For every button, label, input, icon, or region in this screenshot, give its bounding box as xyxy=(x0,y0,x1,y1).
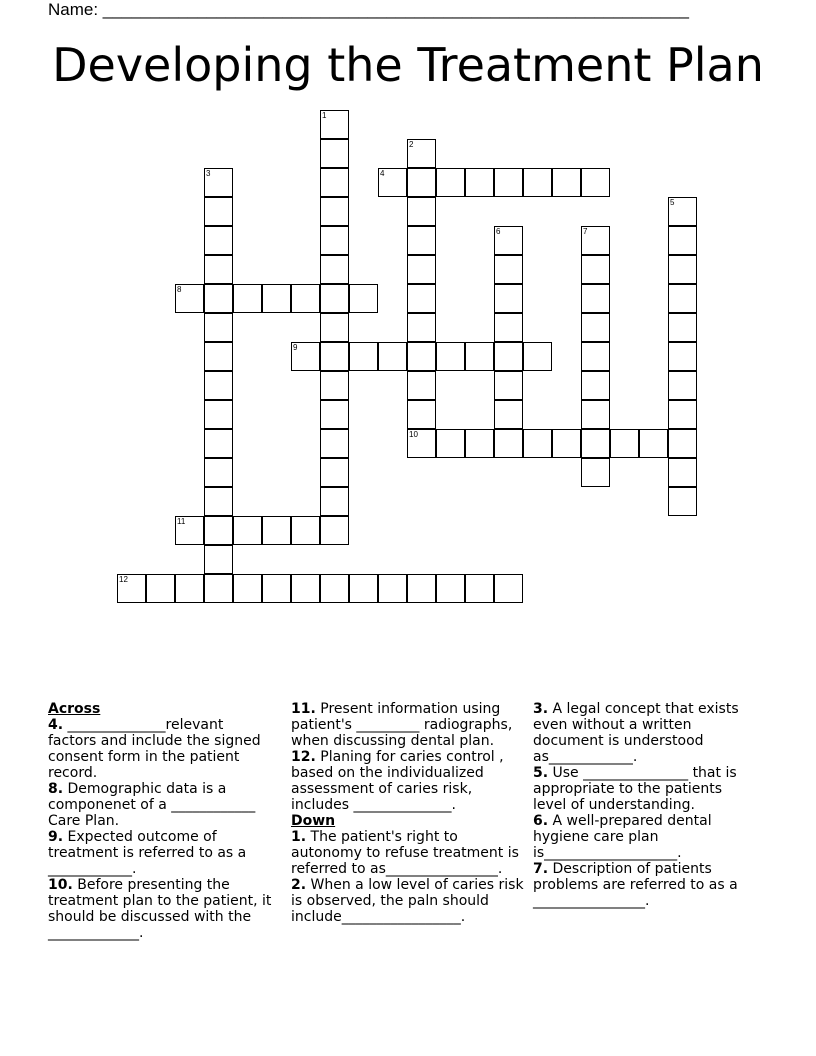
grid-cell[interactable] xyxy=(233,284,262,313)
across-heading: Across xyxy=(48,701,101,717)
grid-cell[interactable] xyxy=(581,226,610,255)
grid-cell[interactable] xyxy=(436,342,465,371)
grid-cell[interactable] xyxy=(407,313,436,342)
grid-cell[interactable] xyxy=(378,168,407,197)
grid-cell[interactable] xyxy=(581,168,610,197)
grid-cell[interactable] xyxy=(204,429,233,458)
grid-cell[interactable] xyxy=(262,284,291,313)
clue-number: 6 xyxy=(496,227,501,236)
grid-cell[interactable] xyxy=(320,487,349,516)
grid-cell[interactable] xyxy=(349,574,378,603)
grid-cell[interactable] xyxy=(494,284,523,313)
grid-cell[interactable] xyxy=(320,313,349,342)
grid-cell[interactable] xyxy=(465,429,494,458)
grid-cell[interactable] xyxy=(581,458,610,487)
grid-cell[interactable] xyxy=(204,284,233,313)
grid-cell[interactable] xyxy=(175,574,204,603)
grid-cell[interactable] xyxy=(320,284,349,313)
grid-cell[interactable] xyxy=(407,342,436,371)
grid-cell[interactable] xyxy=(494,313,523,342)
clue-item-number: 8. xyxy=(48,781,64,797)
grid-cell[interactable] xyxy=(523,342,552,371)
name-field-label: Name: ______________________________________________________________ xyxy=(48,0,689,19)
clue-item xyxy=(533,813,749,861)
clue-item xyxy=(48,717,276,781)
grid-cell[interactable] xyxy=(465,574,494,603)
grid-cell[interactable] xyxy=(407,429,436,458)
clue-item-text: A legal concept that exists even without a written document is understood as____________. xyxy=(533,701,739,765)
clue-item-text: Present information using patient's _________ radiographs, when discussing dental plan. xyxy=(291,701,513,749)
grid-cell[interactable] xyxy=(552,429,581,458)
grid-cell[interactable] xyxy=(204,458,233,487)
clue-item-text: ______________relevant factors and include the signed consent form in the patient record. xyxy=(48,717,261,781)
grid-cell[interactable] xyxy=(465,342,494,371)
clue-number: 11 xyxy=(177,517,186,526)
clue-item xyxy=(291,701,527,749)
grid-cell[interactable] xyxy=(668,226,697,255)
grid-cell[interactable] xyxy=(146,574,175,603)
grid-cell[interactable] xyxy=(204,226,233,255)
grid-cell[interactable] xyxy=(494,255,523,284)
clue-item xyxy=(533,861,749,909)
grid-cell[interactable] xyxy=(581,400,610,429)
grid-cell[interactable] xyxy=(233,574,262,603)
grid-cell[interactable] xyxy=(407,255,436,284)
grid-cell[interactable] xyxy=(407,400,436,429)
grid-cell[interactable] xyxy=(233,516,262,545)
grid-cell[interactable] xyxy=(494,342,523,371)
clue-number: 12 xyxy=(119,575,128,584)
clue-number: 8 xyxy=(177,285,182,294)
grid-cell[interactable] xyxy=(465,168,494,197)
grid-cell[interactable] xyxy=(291,342,320,371)
grid-cell[interactable] xyxy=(436,574,465,603)
grid-cell[interactable] xyxy=(320,574,349,603)
grid-cell[interactable] xyxy=(523,429,552,458)
grid-cell[interactable] xyxy=(668,400,697,429)
grid-cell[interactable] xyxy=(407,139,436,168)
grid-cell[interactable] xyxy=(320,400,349,429)
grid-cell[interactable] xyxy=(436,429,465,458)
grid-cell[interactable] xyxy=(204,197,233,226)
clue-number: 7 xyxy=(583,227,588,236)
grid-cell[interactable] xyxy=(407,574,436,603)
clue-item-number: 7. xyxy=(533,861,549,877)
clue-item-text: When a low level of caries risk is observed, the paln should include_________________. xyxy=(291,877,524,925)
grid-cell[interactable] xyxy=(581,255,610,284)
clue-item-number: 1. xyxy=(291,829,307,845)
clue-item xyxy=(48,829,276,877)
grid-cell[interactable] xyxy=(494,429,523,458)
grid-cell[interactable] xyxy=(668,371,697,400)
clue-item-text: Before presenting the treatment plan to the patient, it should be discussed with the _____________. xyxy=(48,877,272,941)
clue-item-text: The patient's right to autonomy to refuse treatment is referred to as________________. xyxy=(291,829,519,877)
clue-item-text: Description of patients problems are referred to as a ________________. xyxy=(533,861,738,909)
clue-number: 10 xyxy=(409,430,418,439)
grid-cell[interactable] xyxy=(523,168,552,197)
clue-column-1 xyxy=(48,701,276,941)
grid-cell[interactable] xyxy=(204,545,233,574)
grid-cell[interactable] xyxy=(320,168,349,197)
clue-item-number: 12. xyxy=(291,749,316,765)
clue-item xyxy=(48,877,276,941)
grid-cell[interactable] xyxy=(262,574,291,603)
grid-cell[interactable] xyxy=(668,429,697,458)
grid-cell[interactable] xyxy=(610,429,639,458)
grid-cell[interactable] xyxy=(349,284,378,313)
down-heading: Down xyxy=(291,813,336,829)
grid-cell[interactable] xyxy=(175,516,204,545)
clue-number: 2 xyxy=(409,140,414,149)
grid-cell[interactable] xyxy=(494,574,523,603)
clue-number: 5 xyxy=(670,198,675,207)
grid-cell[interactable] xyxy=(175,284,204,313)
grid-cell[interactable] xyxy=(436,168,465,197)
clue-number: 3 xyxy=(206,169,211,178)
grid-cell[interactable] xyxy=(204,400,233,429)
grid-cell[interactable] xyxy=(668,458,697,487)
clue-item-text: A well-prepared dental hygiene care plan is___________________. xyxy=(533,813,712,861)
clue-item-number: 10. xyxy=(48,877,73,893)
clue-item-text: Planing for caries control , based on the individualized assessment of caries risk, includes ______________. xyxy=(291,749,504,813)
grid-cell[interactable] xyxy=(494,168,523,197)
grid-cell[interactable] xyxy=(117,574,146,603)
grid-cell[interactable] xyxy=(204,487,233,516)
clue-item-number: 9. xyxy=(48,829,64,845)
grid-cell[interactable] xyxy=(320,458,349,487)
clue-item-number: 2. xyxy=(291,877,307,893)
clue-item xyxy=(291,877,527,925)
grid-cell[interactable] xyxy=(668,487,697,516)
clue-item xyxy=(533,765,749,813)
grid-cell[interactable] xyxy=(262,516,291,545)
grid-cell[interactable] xyxy=(581,371,610,400)
grid-cell[interactable] xyxy=(494,226,523,255)
grid-cell[interactable] xyxy=(494,371,523,400)
grid-cell[interactable] xyxy=(320,371,349,400)
clue-item-number: 5. xyxy=(533,765,549,781)
grid-cell[interactable] xyxy=(349,342,378,371)
clue-column-2 xyxy=(291,701,527,925)
grid-cell[interactable] xyxy=(204,168,233,197)
clue-number: 9 xyxy=(293,343,298,352)
clue-item-number: 3. xyxy=(533,701,549,717)
grid-cell[interactable] xyxy=(291,574,320,603)
clue-item xyxy=(48,781,276,829)
grid-cell[interactable] xyxy=(291,284,320,313)
clue-item-text: Expected outcome of treatment is referred to as a ____________. xyxy=(48,829,247,877)
grid-cell[interactable] xyxy=(204,574,233,603)
grid-cell[interactable] xyxy=(204,313,233,342)
grid-cell[interactable] xyxy=(407,226,436,255)
grid-cell[interactable] xyxy=(668,284,697,313)
clue-number: 1 xyxy=(322,111,327,120)
grid-cell[interactable] xyxy=(320,342,349,371)
grid-cell[interactable] xyxy=(320,255,349,284)
grid-cell[interactable] xyxy=(581,342,610,371)
clue-item-text: Use _______________ that is appropriate to the patients level of understanding. xyxy=(533,765,737,813)
grid-cell[interactable] xyxy=(407,168,436,197)
grid-cell[interactable] xyxy=(320,226,349,255)
page-title: Developing the Treatment Plan xyxy=(52,38,764,92)
grid-cell[interactable] xyxy=(320,429,349,458)
grid-cell[interactable] xyxy=(407,284,436,313)
grid-cell[interactable] xyxy=(407,197,436,226)
grid-cell[interactable] xyxy=(204,371,233,400)
clue-column-3 xyxy=(533,701,749,909)
grid-cell[interactable] xyxy=(581,284,610,313)
clue-number: 4 xyxy=(380,169,385,178)
grid-cell[interactable] xyxy=(320,197,349,226)
clue-item-number: 11. xyxy=(291,701,316,717)
grid-cell[interactable] xyxy=(581,429,610,458)
grid-cell[interactable] xyxy=(204,342,233,371)
grid-cell[interactable] xyxy=(639,429,668,458)
grid-cell[interactable] xyxy=(668,342,697,371)
grid-cell[interactable] xyxy=(378,342,407,371)
grid-cell[interactable] xyxy=(668,255,697,284)
grid-cell[interactable] xyxy=(204,516,233,545)
grid-cell[interactable] xyxy=(204,255,233,284)
grid-cell[interactable] xyxy=(552,168,581,197)
grid-cell[interactable] xyxy=(378,574,407,603)
clue-item-number: 6. xyxy=(533,813,549,829)
grid-cell[interactable] xyxy=(291,516,320,545)
clue-item-text: Demographic data is a componenet of a ____________ Care Plan. xyxy=(48,781,256,829)
grid-cell[interactable] xyxy=(581,313,610,342)
grid-cell[interactable] xyxy=(320,110,349,139)
grid-cell[interactable] xyxy=(320,516,349,545)
grid-cell[interactable] xyxy=(320,139,349,168)
grid-cell[interactable] xyxy=(407,371,436,400)
clue-item xyxy=(291,829,527,877)
clue-item xyxy=(291,749,527,813)
grid-cell[interactable] xyxy=(668,197,697,226)
clue-item xyxy=(533,701,749,765)
grid-cell[interactable] xyxy=(494,400,523,429)
grid-cell[interactable] xyxy=(668,313,697,342)
clue-item-number: 4. xyxy=(48,717,64,733)
